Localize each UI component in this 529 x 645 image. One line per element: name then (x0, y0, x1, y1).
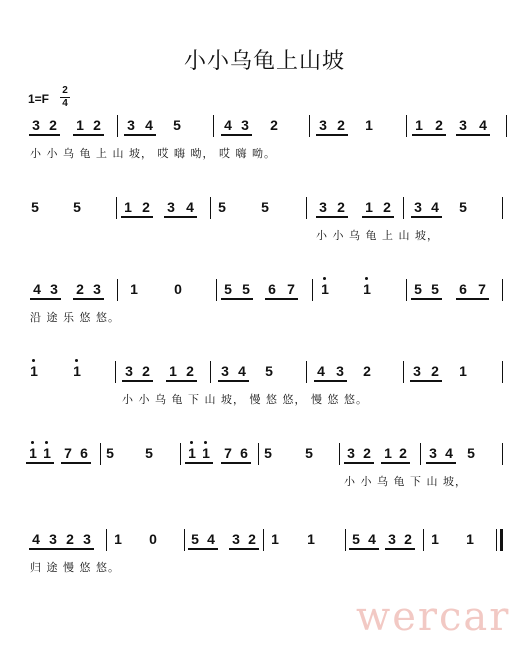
bar-line (306, 197, 307, 219)
bar-line (210, 361, 211, 383)
note: 5 (431, 281, 439, 297)
note: 1 (365, 199, 373, 215)
bar-line (502, 279, 503, 301)
note: 3 (336, 363, 344, 379)
note: 1 (466, 531, 474, 547)
note: 2 (363, 445, 371, 461)
bar-line (100, 443, 101, 465)
underline-beam (30, 298, 61, 300)
note: 3 (125, 363, 133, 379)
note: 5 (265, 363, 273, 379)
underline-beam (185, 462, 213, 464)
note: 1 (307, 531, 315, 547)
bar-line (312, 279, 313, 301)
note: 4 (186, 199, 194, 215)
note: 3 (413, 363, 421, 379)
underline-beam (229, 548, 259, 550)
note: 5 (145, 445, 153, 461)
note: 3 (50, 281, 58, 297)
bar-line (216, 279, 217, 301)
bar-line (345, 529, 346, 551)
underline-beam (456, 134, 490, 136)
note: 3 (49, 531, 57, 547)
high-octave-dot (323, 277, 326, 280)
underline-beam (122, 380, 153, 382)
note: 2 (142, 363, 150, 379)
high-octave-dot (45, 441, 48, 444)
note: 1 (27, 364, 41, 378)
note: 7 (478, 281, 486, 297)
note: 3 (319, 199, 327, 215)
note: 0 (174, 281, 182, 297)
note: 2 (363, 363, 371, 379)
bar-line (116, 197, 117, 219)
note: 3 (167, 199, 175, 215)
note: 3 (232, 531, 240, 547)
note: 1 (130, 281, 138, 297)
bar-line (423, 529, 424, 551)
note: 2 (383, 199, 391, 215)
high-octave-dot (75, 359, 78, 362)
time-signature-bottom: 4 (62, 98, 68, 109)
note: 3 (32, 117, 40, 133)
underline-beam (26, 462, 54, 464)
note: 2 (66, 531, 74, 547)
note: 3 (319, 117, 327, 133)
underline-beam (316, 216, 348, 218)
note: 1 (114, 531, 122, 547)
note: 0 (149, 531, 157, 547)
note: 1 (124, 199, 132, 215)
note: 7 (224, 445, 232, 461)
note: 3 (429, 445, 437, 461)
note: 4 (368, 531, 376, 547)
bar-line (106, 529, 107, 551)
note: 3 (241, 117, 249, 133)
underline-beam (314, 380, 347, 382)
underline-beam (188, 548, 218, 550)
note: 5 (173, 117, 181, 133)
note: 2 (248, 531, 256, 547)
underline-beam (29, 548, 94, 550)
note: 5 (73, 199, 81, 215)
note: 1 (40, 446, 54, 460)
note: 3 (93, 281, 101, 297)
lyric-line: 小 小 乌 龟 上 山 坡， (316, 229, 439, 242)
note: 3 (414, 199, 422, 215)
lyric-line: 沿 途 乐 悠 悠。 (30, 311, 120, 324)
note: 5 (242, 281, 250, 297)
underline-beam (29, 134, 60, 136)
underline-beam (411, 298, 442, 300)
underline-beam (426, 462, 456, 464)
note: 1 (431, 531, 439, 547)
note: 5 (106, 445, 114, 461)
note: 1 (415, 117, 423, 133)
underline-beam (385, 548, 415, 550)
note: 5 (264, 445, 272, 461)
note: 5 (224, 281, 232, 297)
underline-beam (124, 134, 156, 136)
note: 5 (218, 199, 226, 215)
note: 1 (169, 363, 177, 379)
note: 6 (80, 445, 88, 461)
note: 5 (467, 445, 475, 461)
note: 2 (270, 117, 278, 133)
high-octave-dot (31, 441, 34, 444)
high-octave-dot (365, 277, 368, 280)
underline-beam (221, 462, 251, 464)
underline-beam (164, 216, 197, 218)
underline-beam (316, 134, 348, 136)
note: 7 (287, 281, 295, 297)
bar-line (180, 443, 181, 465)
note: 1 (365, 117, 373, 133)
lyric-line: 小 小 乌 龟 上 山 坡， 哎 嗨 呦， 哎 嗨 呦。 (30, 147, 276, 160)
note: 3 (83, 531, 91, 547)
bar-line (502, 443, 503, 465)
underline-beam (411, 216, 442, 218)
bar-line (213, 115, 214, 137)
bar-line (184, 529, 185, 551)
note: 4 (32, 531, 40, 547)
high-octave-dot (204, 441, 207, 444)
final-bar-line-thick (500, 529, 503, 551)
note: 1 (76, 117, 84, 133)
bar-line (117, 115, 118, 137)
note: 1 (459, 363, 467, 379)
note: 4 (145, 117, 153, 133)
note: 1 (318, 282, 332, 296)
bar-line (339, 443, 340, 465)
underline-beam (121, 216, 153, 218)
note: 3 (221, 363, 229, 379)
note: 5 (352, 531, 360, 547)
note: 5 (414, 281, 422, 297)
note: 1 (26, 446, 40, 460)
bar-line (406, 115, 407, 137)
note: 5 (459, 199, 467, 215)
bar-line (115, 361, 116, 383)
underline-beam (410, 380, 442, 382)
key-signature: 1=F (28, 92, 50, 106)
note: 1 (70, 364, 84, 378)
high-octave-dot (32, 359, 35, 362)
underline-beam (362, 216, 394, 218)
note: 4 (33, 281, 41, 297)
high-octave-dot (190, 441, 193, 444)
song-title: 小小乌龟上山坡 (183, 49, 345, 74)
underline-beam (61, 462, 91, 464)
bar-line (309, 115, 310, 137)
bar-line (117, 279, 118, 301)
note: 1 (199, 446, 213, 460)
underline-beam (218, 380, 249, 382)
underline-beam (381, 462, 410, 464)
bar-line (403, 361, 404, 383)
bar-line (306, 361, 307, 383)
note: 6 (459, 281, 467, 297)
bar-line (403, 197, 404, 219)
underline-beam (73, 298, 104, 300)
note: 4 (479, 117, 487, 133)
bar-line (258, 443, 259, 465)
lyric-line: 小 小 乌 龟 下 山 坡， 慢 悠 悠， 慢 悠 悠。 (122, 393, 368, 406)
note: 2 (404, 531, 412, 547)
note: 5 (305, 445, 313, 461)
time-signature (60, 86, 70, 109)
note: 4 (445, 445, 453, 461)
note: 1 (384, 445, 392, 461)
note: 2 (142, 199, 150, 215)
note: 4 (207, 531, 215, 547)
underline-beam (221, 298, 253, 300)
note: 4 (224, 117, 232, 133)
note: 6 (268, 281, 276, 297)
note: 7 (64, 445, 72, 461)
note: 6 (240, 445, 248, 461)
note: 2 (93, 117, 101, 133)
note: 2 (435, 117, 443, 133)
bar-line (502, 361, 503, 383)
underline-beam (412, 134, 446, 136)
note: 4 (317, 363, 325, 379)
note: 4 (238, 363, 246, 379)
underline-beam (349, 548, 379, 550)
note: 5 (31, 199, 39, 215)
underline-beam (221, 134, 252, 136)
bar-line (506, 115, 507, 137)
note: 1 (185, 446, 199, 460)
note: 2 (399, 445, 407, 461)
note: 4 (431, 199, 439, 215)
note: 2 (337, 199, 345, 215)
bar-line (210, 197, 211, 219)
bar-line (502, 197, 503, 219)
lyric-line: 小 小 乌 龟 下 山 坡， (344, 475, 467, 488)
note: 5 (261, 199, 269, 215)
note: 5 (191, 531, 199, 547)
watermark: wercar (356, 594, 511, 640)
bar-line (406, 279, 407, 301)
note: 1 (271, 531, 279, 547)
final-bar-line-thin (496, 529, 497, 551)
note: 1 (360, 282, 374, 296)
note: 2 (431, 363, 439, 379)
underline-beam (456, 298, 489, 300)
bar-line (263, 529, 264, 551)
note: 2 (186, 363, 194, 379)
underline-beam (73, 134, 104, 136)
lyric-line: 归 途 慢 悠 悠。 (30, 561, 120, 574)
underline-beam (166, 380, 197, 382)
note: 3 (127, 117, 135, 133)
underline-beam (265, 298, 298, 300)
note: 2 (337, 117, 345, 133)
bar-line (420, 443, 421, 465)
note: 2 (76, 281, 84, 297)
note: 2 (49, 117, 57, 133)
note: 3 (459, 117, 467, 133)
note: 3 (388, 531, 396, 547)
time-signature-top: 2 (62, 85, 68, 96)
underline-beam (344, 462, 374, 464)
note: 3 (347, 445, 355, 461)
